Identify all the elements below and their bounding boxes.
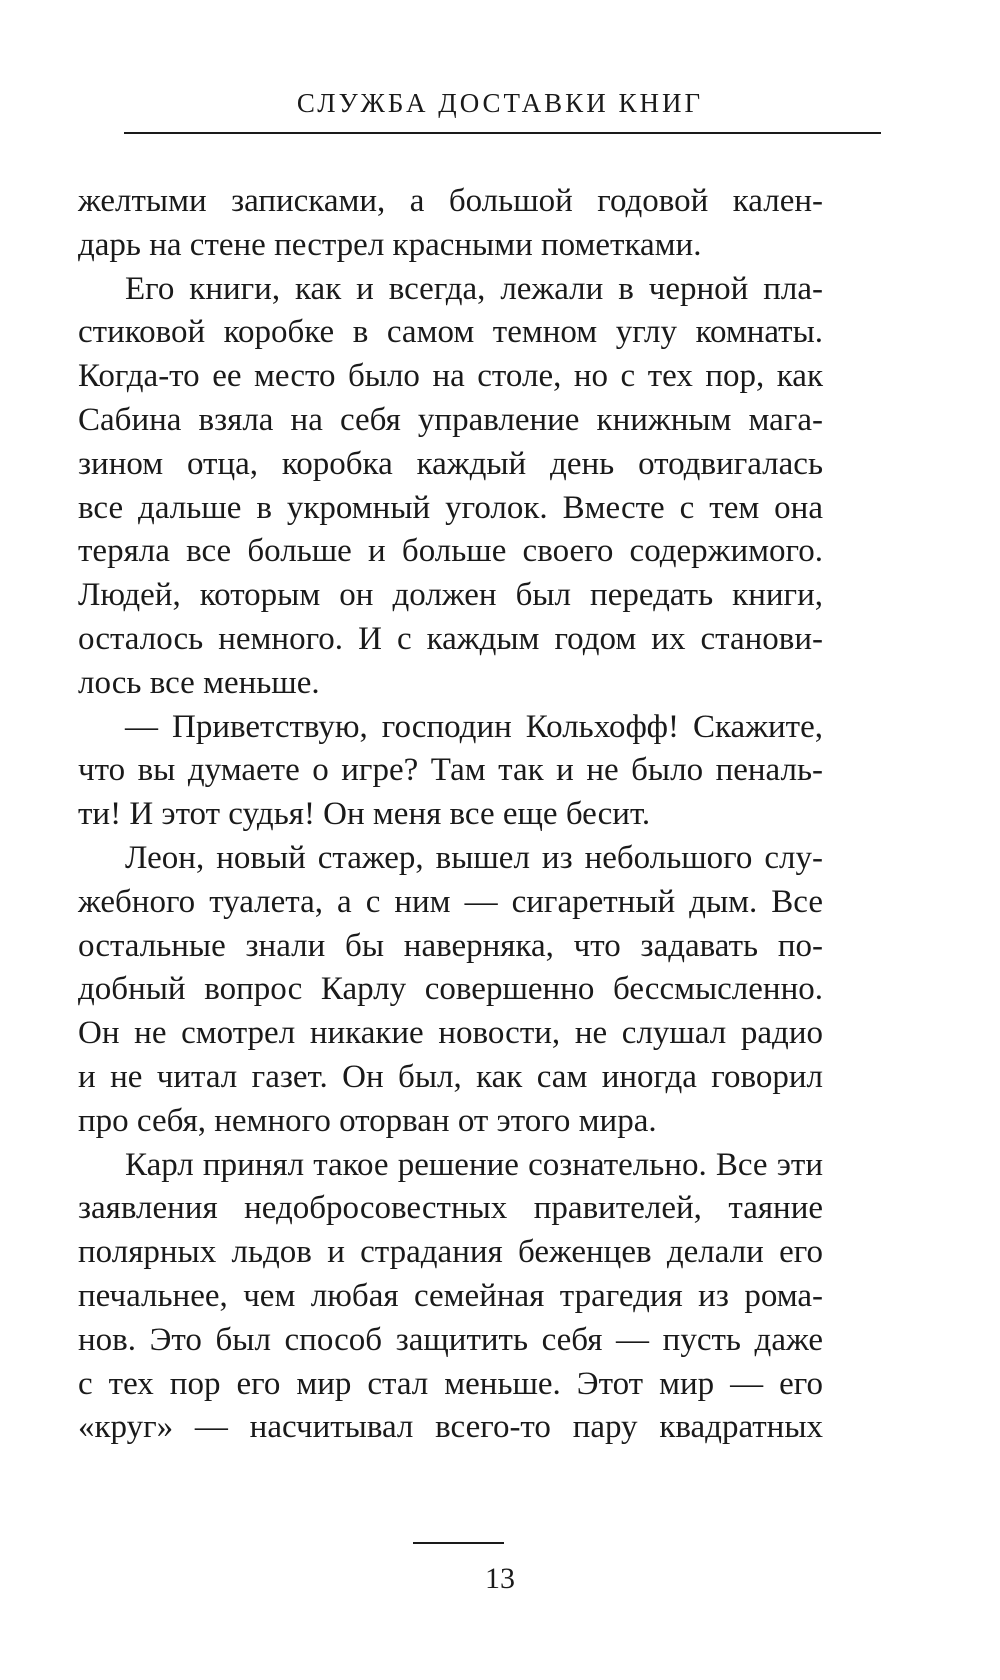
text-line: остальные знали бы наверняка, что задавать по-: [78, 927, 823, 964]
text-line: Он не смотрел никакие новости, не слушал радио: [78, 1015, 823, 1052]
text-line: добный вопрос Карлу совершенно бессмысленно.: [78, 971, 823, 1008]
text-line: лось все меньше.: [78, 664, 320, 701]
text-line: «круг» — насчитывал всего-то пару квадратных: [78, 1409, 823, 1446]
text-line: ти! И этот судья! Он меня все еще бесит.: [78, 796, 651, 833]
text-line: — Приветствую, господин Кольхофф! Скажите,: [125, 708, 823, 745]
text-line: что вы думаете о игре? Там так и не было пеналь-: [78, 752, 823, 789]
text-line: Сабина взяла на себя управление книжным мага-: [78, 401, 823, 438]
text-line: все дальше в укромный уголок. Вместе с тем она: [78, 489, 823, 526]
body-text: [78, 180, 823, 1450]
header-rule: [124, 132, 881, 134]
text-line: теряла все больше и больше своего содержимого.: [78, 533, 823, 570]
text-line: Карл принял такое решение сознательно. Все эти: [125, 1146, 823, 1183]
page-number: 13: [485, 1562, 515, 1595]
running-head: СЛУЖБА ДОСТАВКИ КНИГ: [296, 88, 704, 118]
text-line: зином отца, коробка каждый день отодвигалась: [78, 445, 823, 482]
text-line: Его книги, как и всегда, лежали в черной пла-: [125, 270, 823, 307]
text-line: печальнее, чем любая семейная трагедия из рома-: [78, 1277, 823, 1314]
text-line: полярных льдов и страдания беженцев делали его: [78, 1234, 823, 1271]
text-line: осталось немного. И с каждым годом их станови-: [78, 620, 823, 657]
text-line: стиковой коробке в самом темном углу комнаты.: [78, 314, 823, 351]
text-line: с тех пор его мир стал меньше. Этот мир — его: [78, 1365, 823, 1402]
text-line: нов. Это был способ защитить себя — пусть даже: [78, 1321, 823, 1358]
text-line: дарь на стене пестрел красными пометками.: [78, 226, 702, 263]
text-line: Когда-то ее место было на столе, но с тех пор, как: [78, 358, 823, 395]
footer-rule: [413, 1542, 504, 1544]
text-line: про себя, немного оторван от этого мира.: [78, 1102, 657, 1139]
text-line: и не читал газет. Он был, как сам иногда говорил: [78, 1058, 823, 1095]
text-line: Леон, новый стажер, вышел из небольшого слу-: [125, 839, 823, 876]
text-line: Людей, которым он должен был передать книги,: [78, 577, 823, 614]
text-line: жебного туалета, а с ним — сигаретный дым. Все: [78, 883, 823, 920]
text-line: желтыми записками, а большой годовой кален-: [78, 183, 823, 219]
text-line: заявления недобросовестных правителей, таяние: [78, 1190, 823, 1227]
